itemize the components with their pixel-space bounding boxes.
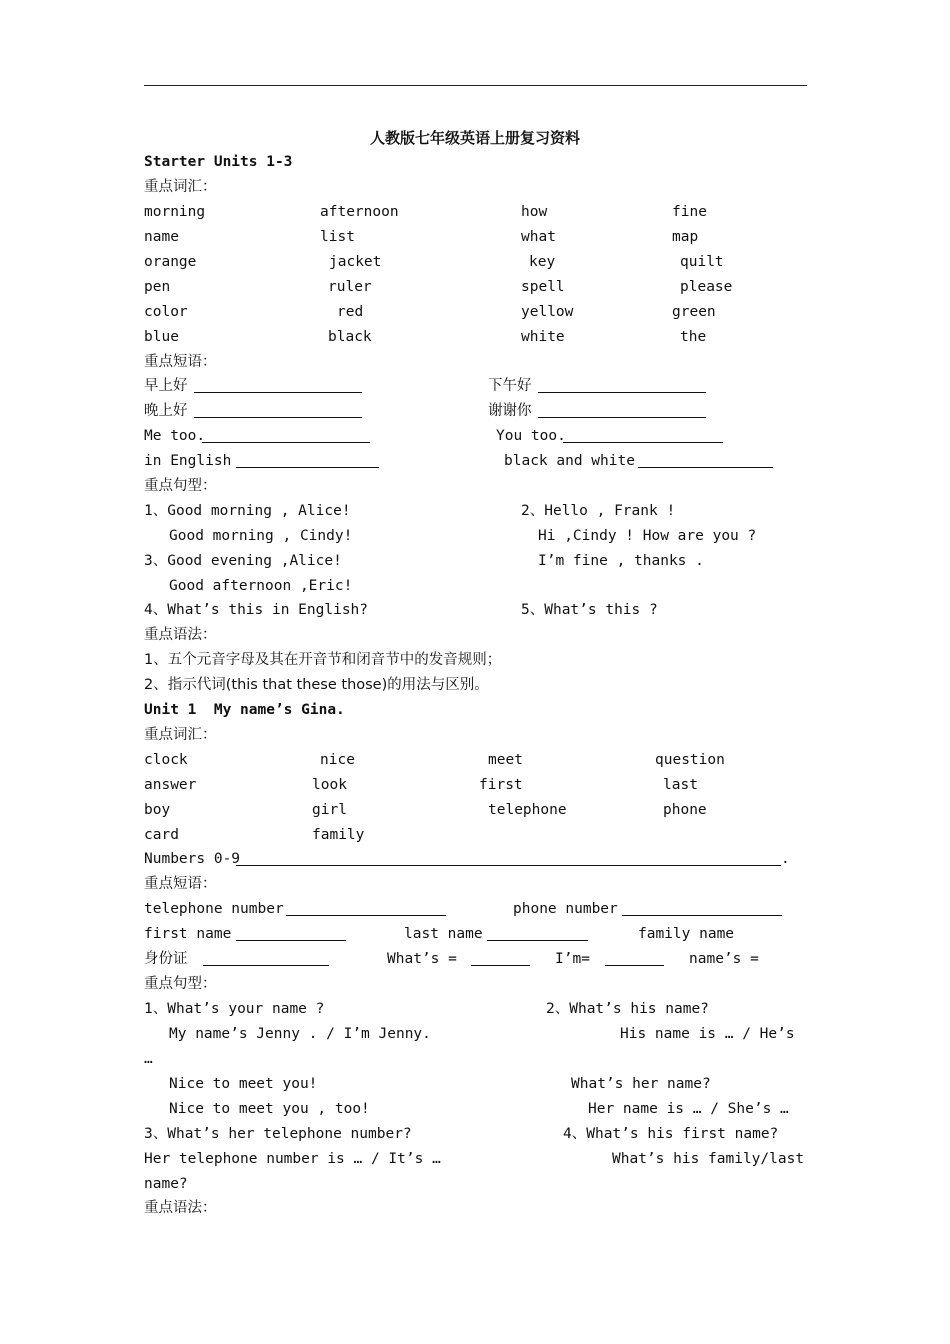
sentence-line: 3、Good evening ,Alice! — [144, 553, 342, 569]
grammar-item: 1、五个元音字母及其在开音节和闭音节中的发音规则； — [144, 652, 502, 668]
unit1-phrases-label: 重点短语： — [144, 876, 217, 892]
vocab-word: look — [312, 777, 347, 793]
vocab-word: first — [479, 777, 523, 793]
answer-blank[interactable] — [487, 940, 588, 941]
vocab-word: red — [337, 304, 364, 320]
sentence-line: 4、What’s his first name? — [563, 1126, 779, 1142]
answer-blank[interactable] — [194, 392, 362, 393]
sentence-line: His name is … / He’s — [620, 1026, 795, 1042]
starter-sentences-label: 重点句型： — [144, 478, 217, 494]
answer-blank[interactable] — [236, 467, 379, 468]
unit1-sentences-label: 重点句型： — [144, 976, 217, 992]
phrase-item: first name — [144, 926, 232, 942]
starter-phrases-label: 重点短语： — [144, 354, 217, 370]
phrase-item: 谢谢你 — [488, 403, 532, 419]
sentence-line: What’s her name? — [571, 1076, 711, 1092]
vocab-word: blue — [144, 329, 179, 345]
answer-blank[interactable] — [538, 392, 706, 393]
vocab-word: meet — [488, 752, 523, 768]
sentence-line: Her telephone number is … / It’s … — [144, 1151, 441, 1167]
sentence-line: Nice to meet you , too! — [169, 1101, 370, 1117]
sentence-line: 5、What’s this ? — [521, 602, 658, 618]
vocab-word: black — [328, 329, 372, 345]
starter-heading: Starter Units 1-3 — [144, 154, 293, 170]
vocab-word: the — [680, 329, 707, 345]
vocab-word: ruler — [328, 279, 372, 295]
vocab-word: white — [521, 329, 565, 345]
vocab-word: card — [144, 827, 179, 843]
sentence-line: 2、Hello , Frank ! — [521, 503, 676, 519]
phrase-item: 早上好 — [144, 378, 188, 394]
phrase-item: last name — [404, 926, 483, 942]
vocab-word: afternoon — [320, 204, 399, 220]
numbers-label: Numbers 0-9 — [144, 851, 241, 867]
vocab-word: question — [655, 752, 725, 768]
sentence-line: Her name is … / She’s … — [588, 1101, 789, 1117]
phrase-item: in English — [144, 453, 232, 469]
answer-blank[interactable] — [194, 417, 362, 418]
vocab-word: quilt — [680, 254, 724, 270]
sentence-line: Good morning , Cindy! — [169, 528, 353, 544]
answer-blank[interactable] — [286, 915, 446, 916]
vocab-word: list — [320, 229, 355, 245]
answer-blank[interactable] — [471, 965, 530, 966]
starter-vocab-label: 重点词汇： — [144, 179, 217, 195]
phrase-item: telephone number — [144, 901, 284, 917]
phrase-item: You too. — [496, 428, 566, 444]
phrase-item: family name — [638, 926, 735, 942]
vocab-word: answer — [144, 777, 197, 793]
answer-blank[interactable] — [236, 865, 781, 866]
phrase-item: Me too. — [144, 428, 206, 444]
sentence-line: 4、What’s this in English? — [144, 602, 369, 618]
sentence-line: 3、What’s her telephone number? — [144, 1126, 412, 1142]
sentence-line: name? — [144, 1176, 188, 1192]
phrase-item: name’s = — [689, 951, 759, 967]
vocab-word: what — [521, 229, 556, 245]
sentence-line: Hi ,Cindy ! How are you ? — [538, 528, 757, 544]
vocab-word: fine — [672, 204, 707, 220]
grammar-item: 2、指示代词(this that these those)的用法与区别。 — [144, 677, 489, 693]
answer-blank[interactable] — [202, 442, 370, 443]
answer-blank[interactable] — [538, 417, 706, 418]
vocab-word: girl — [312, 802, 347, 818]
vocab-word: telephone — [488, 802, 567, 818]
unit1-heading: Unit 1 My name’s Gina. — [144, 702, 345, 718]
vocab-word: please — [680, 279, 733, 295]
page-title: 人教版七年级英语上册复习资料 — [369, 129, 580, 147]
vocab-word: last — [663, 777, 698, 793]
vocab-word: boy — [144, 802, 171, 818]
answer-blank[interactable] — [203, 965, 329, 966]
sentence-line: … — [144, 1051, 153, 1067]
phrase-item: 身份证 — [144, 951, 188, 967]
vocab-word: jacket — [329, 254, 382, 270]
vocab-word: key — [529, 254, 556, 270]
vocab-word: orange — [144, 254, 197, 270]
sentence-line: 1、What’s your name ? — [144, 1001, 325, 1017]
vocab-word: spell — [521, 279, 565, 295]
answer-blank[interactable] — [236, 940, 346, 941]
sentence-line: I’m fine , thanks . — [538, 553, 704, 569]
vocab-word: phone — [663, 802, 707, 818]
sentence-line: What’s his family/last — [612, 1151, 805, 1167]
unit1-grammar-label: 重点语法： — [144, 1200, 217, 1216]
starter-grammar-label: 重点语法： — [144, 627, 217, 643]
vocab-word: how — [521, 204, 548, 220]
sentence-line: My name’s Jenny . / I’m Jenny. — [169, 1026, 431, 1042]
vocab-word: nice — [320, 752, 355, 768]
unit1-vocab-label: 重点词汇： — [144, 727, 217, 743]
answer-blank[interactable] — [638, 467, 773, 468]
sentence-line: Nice to meet you! — [169, 1076, 318, 1092]
phrase-item: phone number — [513, 901, 618, 917]
phrase-item: I’m= — [555, 951, 590, 967]
answer-blank[interactable] — [622, 915, 782, 916]
sentence-line: 1、Good morning , Alice! — [144, 503, 351, 519]
vocab-word: pen — [144, 279, 171, 295]
phrase-item: black and white — [504, 453, 635, 469]
vocab-word: map — [672, 229, 699, 245]
sentence-line: 2、What’s his name? — [546, 1001, 709, 1017]
phrase-item: 下午好 — [488, 378, 532, 394]
vocab-word: name — [144, 229, 179, 245]
answer-blank[interactable] — [563, 442, 723, 443]
vocab-word: green — [672, 304, 716, 320]
sentence-line: Good afternoon ,Eric! — [169, 578, 353, 594]
phrase-item: What’s = — [387, 951, 457, 967]
numbers-end: . — [781, 851, 790, 867]
header-rule — [144, 85, 807, 86]
vocab-word: yellow — [521, 304, 574, 320]
vocab-word: color — [144, 304, 188, 320]
vocab-word: morning — [144, 204, 206, 220]
vocab-word: family — [312, 827, 365, 843]
vocab-word: clock — [144, 752, 188, 768]
answer-blank[interactable] — [605, 965, 664, 966]
phrase-item: 晚上好 — [144, 403, 188, 419]
